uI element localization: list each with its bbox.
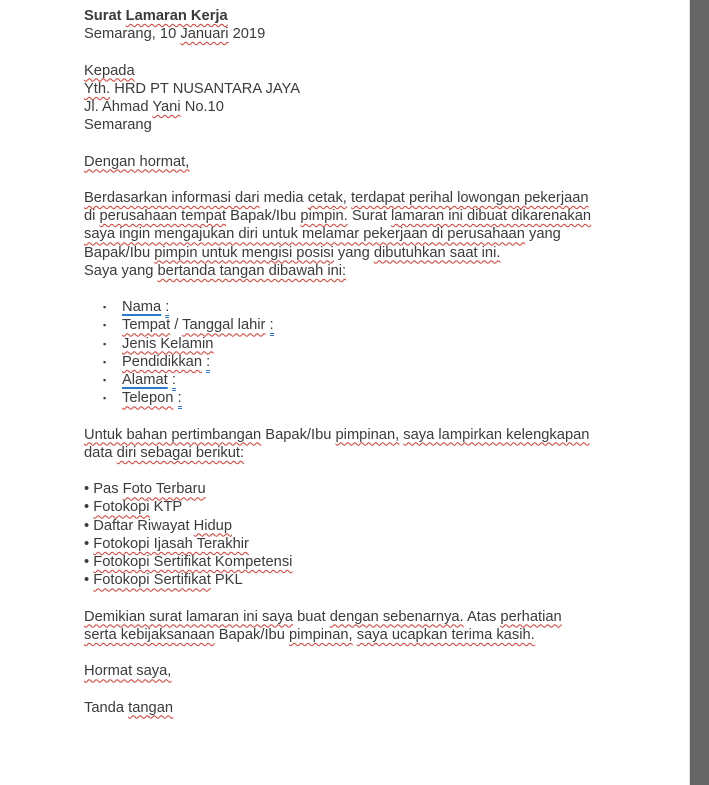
text-segment: bertanda tangan dibawah ini: xyxy=(157,262,347,279)
letter-line xyxy=(84,407,690,425)
text-segment: / xyxy=(170,317,183,334)
text-segment: data xyxy=(84,444,117,461)
blank-line xyxy=(84,171,690,189)
salutation xyxy=(84,153,690,171)
text-segment: Surat xyxy=(84,8,126,24)
blank-line xyxy=(84,681,690,699)
blank-line xyxy=(84,590,690,608)
text-segment: Jl. Ahmad xyxy=(84,99,153,116)
text-segment: Pendidikkan xyxy=(122,353,203,370)
text-segment: Kepada xyxy=(84,62,135,79)
text-segment: tangan xyxy=(128,699,174,716)
text-segment: : xyxy=(178,390,182,409)
text-segment: diri sebagai berikut: xyxy=(116,444,245,461)
text-segment: Dengan hormat, xyxy=(84,153,190,170)
letter-line xyxy=(84,225,690,243)
text-segment: saya ucapkan terima kasih. xyxy=(356,626,535,643)
text-segment: : xyxy=(165,299,169,318)
list-item xyxy=(84,480,690,498)
text-segment: Untuk bahan pertimbangan xyxy=(84,426,262,443)
letter-line xyxy=(84,644,690,662)
closing-paragraph xyxy=(84,608,690,644)
blank-line xyxy=(84,644,690,662)
text-segment: Demikian surat lamaran ini saya xyxy=(84,608,293,625)
text-segment: KTP xyxy=(149,499,183,516)
text-segment: Nama xyxy=(122,299,162,316)
text-segment: terdapat perihal lowongan pekerjaan xyxy=(350,190,589,207)
text-segment: Bapak/Ibu xyxy=(214,626,289,643)
text-segment: No.10 xyxy=(180,99,224,116)
letter-line xyxy=(84,244,690,262)
text-segment: Fotokopi xyxy=(93,499,150,516)
text-segment: Tanda xyxy=(84,699,129,716)
letter-line xyxy=(84,80,690,98)
attachments-list xyxy=(84,480,690,589)
text-segment: pimpin. xyxy=(300,208,348,225)
letter-line xyxy=(84,426,690,444)
text-segment: serta kebijaksanaan xyxy=(84,626,215,643)
letter-line xyxy=(84,116,690,134)
text-segment: Lamaran Kerja xyxy=(125,8,228,24)
letter-line xyxy=(84,7,690,25)
text-segment: PKL xyxy=(210,572,243,589)
text-segment: perhatian xyxy=(500,608,562,625)
blank-line xyxy=(84,462,690,480)
text-segment: Surat xyxy=(347,208,392,225)
letter-line xyxy=(84,444,690,462)
text-segment: • xyxy=(84,499,94,516)
letter-line xyxy=(84,262,690,280)
text-segment: dibutuhkan saat ini. xyxy=(373,244,501,261)
recipient-block xyxy=(84,62,690,135)
text-segment: Januari xyxy=(180,26,229,43)
text-segment: media xyxy=(259,190,308,207)
text-segment: saya lampirkan kelengkapan xyxy=(403,426,590,443)
date-line xyxy=(84,25,690,43)
text-segment: HRD PT NUSANTARA JAYA xyxy=(110,80,301,97)
text-segment: Atas xyxy=(463,608,501,625)
letter-title xyxy=(84,7,690,25)
text-segment: Yani xyxy=(152,99,181,116)
letter-line xyxy=(84,681,690,699)
letter-line xyxy=(84,171,690,189)
text-segment xyxy=(173,390,177,406)
letter-line xyxy=(84,134,690,152)
text-segment: Bapak/Ibu xyxy=(84,244,155,261)
text-segment: 2019 xyxy=(228,26,266,43)
list-item xyxy=(84,335,690,353)
letter-line xyxy=(84,462,690,480)
personal-data-list xyxy=(84,298,690,407)
letter-line xyxy=(84,189,690,207)
signature-label xyxy=(84,699,690,717)
text-segment: • xyxy=(84,554,94,571)
list-item xyxy=(84,553,690,571)
attachments-intro xyxy=(84,426,690,462)
text-segment: cetak, xyxy=(307,190,347,207)
letter-line xyxy=(84,662,690,680)
text-segment: Telepon xyxy=(122,390,174,407)
letter-line xyxy=(84,699,690,717)
opening-paragraph xyxy=(84,189,690,280)
canvas-gutter xyxy=(689,0,709,785)
blank-line xyxy=(84,134,690,152)
text-segment: • xyxy=(84,535,94,552)
list-item xyxy=(84,535,690,553)
text-segment: pimpin untuk mengisi posisi xyxy=(154,244,334,261)
letter-line xyxy=(84,207,690,225)
blank-line xyxy=(84,407,690,425)
blank-line xyxy=(84,43,690,61)
letter-line xyxy=(84,98,690,116)
text-segment: Semarang xyxy=(84,117,152,134)
letter-line xyxy=(84,62,690,80)
text-segment: Berdasarkan informasi dari xyxy=(84,190,260,207)
text-segment: Foto Terbaru xyxy=(122,481,206,498)
text-segment: di xyxy=(84,208,100,225)
text-segment: : xyxy=(270,317,274,336)
text-segment: : xyxy=(206,354,210,373)
list-item xyxy=(84,389,690,407)
list-item xyxy=(84,571,690,589)
list-item xyxy=(84,498,690,516)
text-segment: pimpinan, xyxy=(335,426,400,443)
blank-line xyxy=(84,280,690,298)
text-segment: Yth. xyxy=(84,80,111,97)
text-segment: Hidup xyxy=(193,517,233,534)
list-item xyxy=(84,517,690,535)
text-segment xyxy=(265,317,269,333)
letter-line xyxy=(84,280,690,298)
text-segment: Bapak/Ibu xyxy=(226,208,301,225)
list-item xyxy=(84,316,690,334)
list-item xyxy=(84,353,690,371)
letter-line xyxy=(84,626,690,644)
text-segment: Bapak/Ibu xyxy=(261,426,336,443)
text-segment: yang xyxy=(333,244,374,261)
text-segment: pimpinan, xyxy=(288,626,353,643)
text-segment: Fotokopi Ijasah Terakhir xyxy=(93,535,249,552)
text-segment: Jenis Kelamin xyxy=(122,335,214,352)
text-segment: • Daftar Riwayat xyxy=(84,517,194,534)
text-segment: • Pas xyxy=(84,481,123,498)
text-segment: Fotokopi Sertifikat xyxy=(93,572,211,589)
letter-line xyxy=(84,590,690,608)
list-item xyxy=(84,371,690,389)
text-segment: Tempat xyxy=(122,317,171,334)
text-segment: Semarang, 10 xyxy=(84,26,181,43)
text-segment: dengan sebenarnya. xyxy=(329,608,464,625)
list-item xyxy=(84,298,690,316)
text-segment: • xyxy=(84,572,94,589)
text-segment: Alamat xyxy=(122,372,168,389)
text-segment: buat xyxy=(292,608,330,625)
letter-line xyxy=(84,153,690,171)
text-segment: Saya yang xyxy=(84,262,158,279)
letter-line xyxy=(84,43,690,61)
text-segment: yang xyxy=(524,226,561,243)
signoff xyxy=(84,662,690,680)
text-segment: lamaran ini dibuat dikarenakan xyxy=(391,208,592,225)
text-segment: : xyxy=(172,372,176,391)
text-segment: perusahaan tempat xyxy=(99,208,227,225)
text-segment: Tanggal lahir xyxy=(182,317,266,334)
letter-line xyxy=(84,25,690,43)
text-segment: Hormat saya, xyxy=(84,663,172,680)
text-segment: Fotokopi Sertifikat Kompetensi xyxy=(93,554,293,571)
text-segment: saya ingin mengajukan diri untuk melamar pekerjaan di perusahaan xyxy=(84,226,525,243)
letter-line xyxy=(84,608,690,626)
